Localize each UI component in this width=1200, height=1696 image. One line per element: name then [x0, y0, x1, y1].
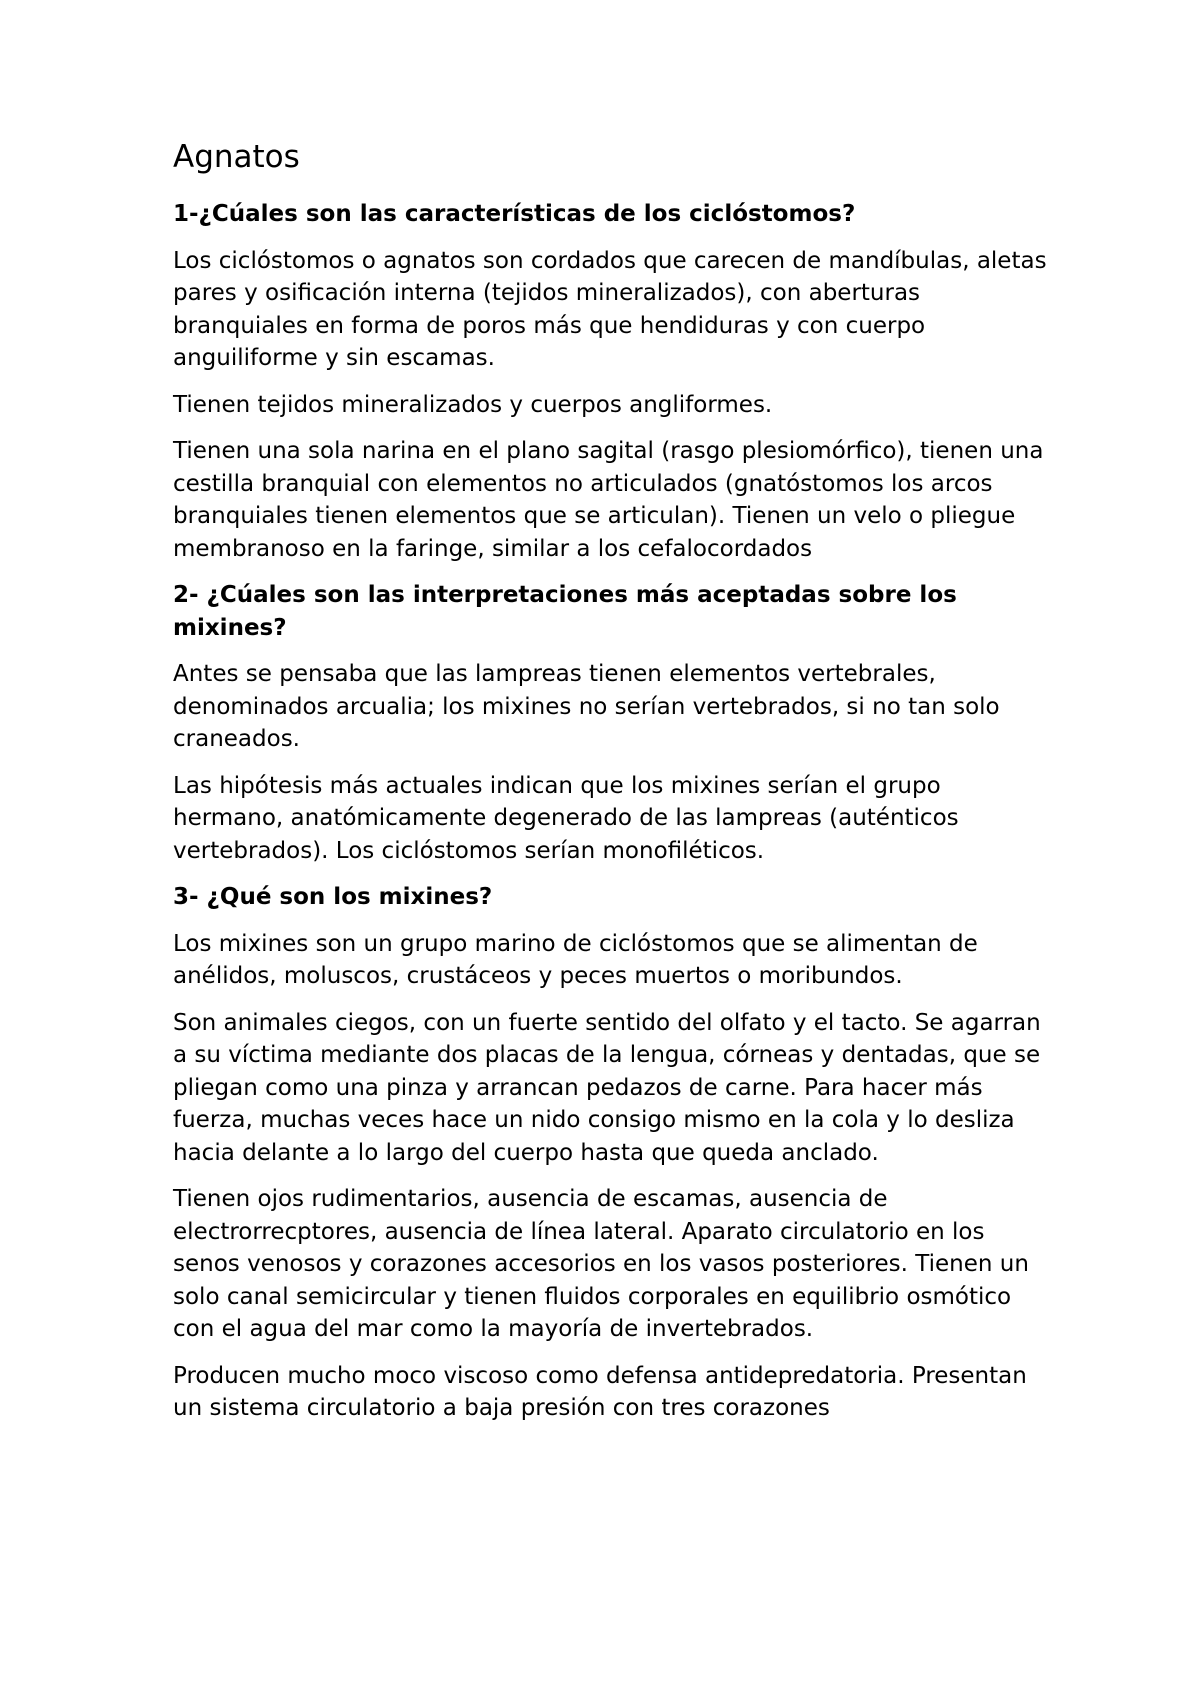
- document-page: [173, 138, 1053, 1439]
- question-2: 2- ¿Cúales son las interpretaciones más aceptadas sobre los mixines?: [173, 582, 957, 641]
- answer-paragraph: Antes se pensaba que las lampreas tienen elementos vertebrales, denominados arcualia; los mixines no serían vertebrados, si no tan solo craneados.: [173, 661, 1000, 752]
- document-title: Agnatos: [173, 139, 300, 175]
- answer-paragraph: Los ciclóstomos o agnatos son cordados que carecen de mandíbulas, aletas pares y osificación interna (tejidos mineralizados), con aberturas branquiales en forma de poros más que hendiduras y con cuerpo anguiliforme y sin escamas.: [173, 247, 1047, 371]
- answer-paragraph: Tienen tejidos mineralizados y cuerpos angliformes.: [173, 391, 773, 418]
- answer-paragraph: Las hipótesis más actuales indican que los mixines serían el grupo hermano, anatómicamente degenerado de las lampreas (auténticos vertebrados). Los ciclóstomos serían monofiléticos.: [173, 772, 959, 864]
- question-1: 1-¿Cúales son las características de los ciclóstomos?: [173, 201, 856, 227]
- answer-paragraph: Tienen una sola narina en el plano sagital (rasgo plesiomórfico), tienen una cestilla branquial con elementos no articulados (gnatóstomos los arcos branquiales tienen elementos que se articulan). Tienen un velo o pliegue membranoso en la faringe, similar a los cefalocordados: [173, 438, 1044, 562]
- answer-paragraph: Los mixines son un grupo marino de ciclóstomos que se alimentan de anélidos, moluscos, crustáceos y peces muertos o moribundos.: [173, 930, 978, 989]
- question-3: 3- ¿Qué son los mixines?: [173, 884, 493, 910]
- answer-paragraph: Son animales ciegos, con un fuerte sentido del olfato y el tacto. Se agarran a su víctima mediante dos placas de la lengua, córneas y dentadas, que se pliegan como una pinza y arrancan pedazos de carne. Para hacer más fuerza, muchas veces hace un nido consigo mismo en la cola y lo desliza hacia delante a lo largo del cuerpo hasta que queda anclado.: [173, 1009, 1041, 1166]
- answer-paragraph: Tienen ojos rudimentarios, ausencia de escamas, ausencia de electrorrecptores, ausencia de línea lateral. Aparato circulatorio en los senos venosos y corazones accesorios en los vasos posteriores. Tienen un solo canal semicircular y tienen fluidos corporales en equilibrio osmótico con el agua del mar como la mayoría de invertebrados.: [173, 1186, 1029, 1342]
- answer-paragraph: Producen mucho moco viscoso como defensa antidepredatoria. Presentan un sistema circulatorio a baja presión con tres corazones: [173, 1362, 1027, 1421]
